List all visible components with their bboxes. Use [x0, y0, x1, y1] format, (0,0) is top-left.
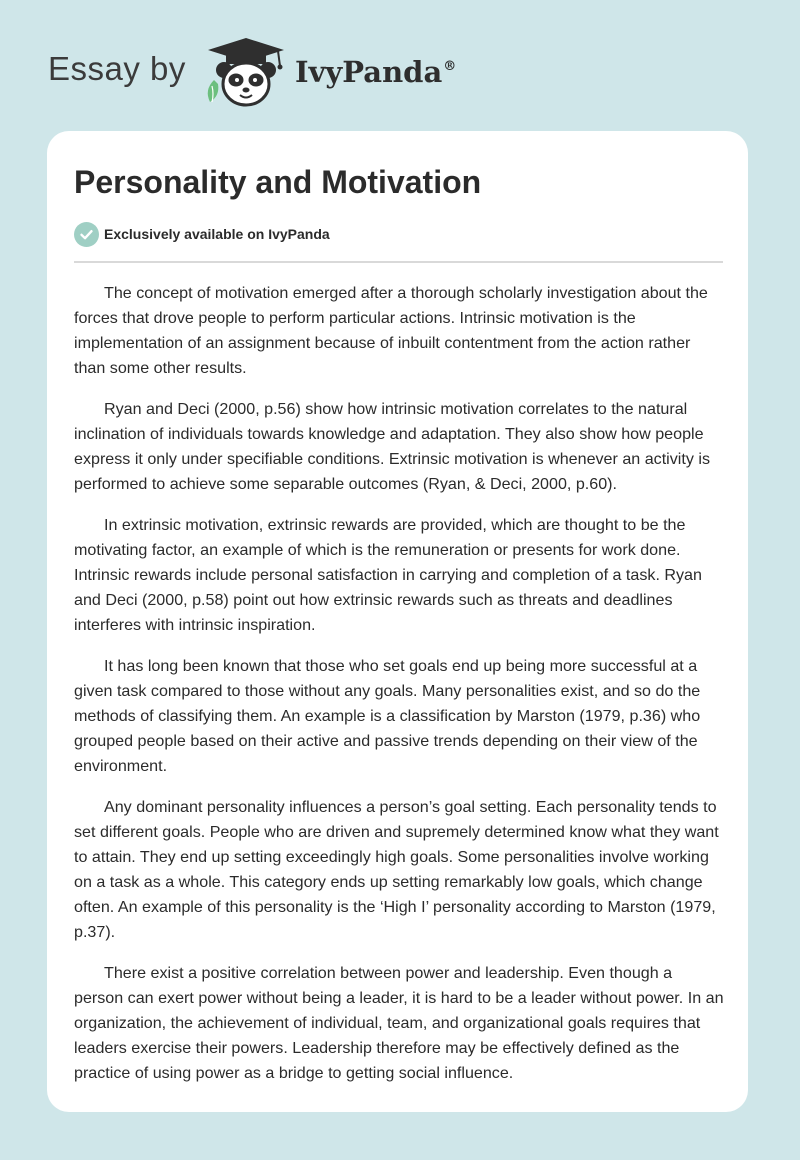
essay-card [47, 131, 748, 1112]
exclusive-badge-text: Exclusively available on IvyPanda [104, 226, 330, 242]
panda-graduate-logo-icon[interactable] [200, 36, 292, 110]
paragraph: It has long been known that those who set goals end up being more successful at a given task compared to those without any goals. Many personalities exist, and so do the methods of classifying them. An example is a classification by Marston (1979, p.36) who grouped people based on their active and passive trends depending on their view of the environment. [74, 657, 701, 775]
brand-name[interactable] [295, 55, 456, 89]
page-title: Personality and Motivation [74, 164, 482, 200]
paragraph: Any dominant personality influences a person’s goal setting. Each personality tends to set different goals. People who are driven and supremely determined know what they want to attain. They end up setting exceedingly high goals. Some personalities involve working on a task as a whole. This category ends up setting remarkably low goals, which change often. An example of this personality is the ‘High I’ personality according to Marston (1979, p.37). [74, 798, 719, 941]
brand-name-text: IvyPanda [295, 55, 443, 89]
essay-by-label: Essay by [48, 50, 186, 87]
paragraph: There exist a positive correlation between power and leadership. Even though a person can exert power without being a leader, it is hard to be a leader without power. In an organization, the achievement of individual, team, and organizational goals requires that leaders exercise their powers. Leadership therefore may be effectively defined as the practice of using power as a bridge to getting social influence. [74, 964, 724, 1082]
registered-mark: ® [443, 59, 457, 74]
site-header [48, 36, 468, 108]
paragraph: Ryan and Deci (2000, p.56) show how intrinsic motivation correlates to the natural inclination of individuals towards knowledge and adaptation. They also show how people express it only under specifiable conditions. Extrinsic motivation is whenever an activity is performed to achieve some separable outcomes (Ryan, & Deci, 2000, p.60). [74, 400, 710, 493]
check-circle-icon [74, 222, 99, 247]
essay-body [74, 281, 724, 1102]
divider [74, 261, 723, 263]
paragraph: The concept of motivation emerged after a thorough scholarly investigation about the forces that drove people to perform particular actions. Intrinsic motivation is the implementation of an assignment because of inbuilt contentment from the action rather than some other results. [74, 284, 708, 377]
paragraph: In extrinsic motivation, extrinsic rewards are provided, which are thought to be the motivating factor, an example of which is the remuneration or presents for work done. Intrinsic rewards include personal satisfaction in carrying and completion of a task. Ryan and Deci (2000, p.58) point out how extrinsic rewards such as threats and deadlines interferes with intrinsic inspiration. [74, 516, 702, 634]
